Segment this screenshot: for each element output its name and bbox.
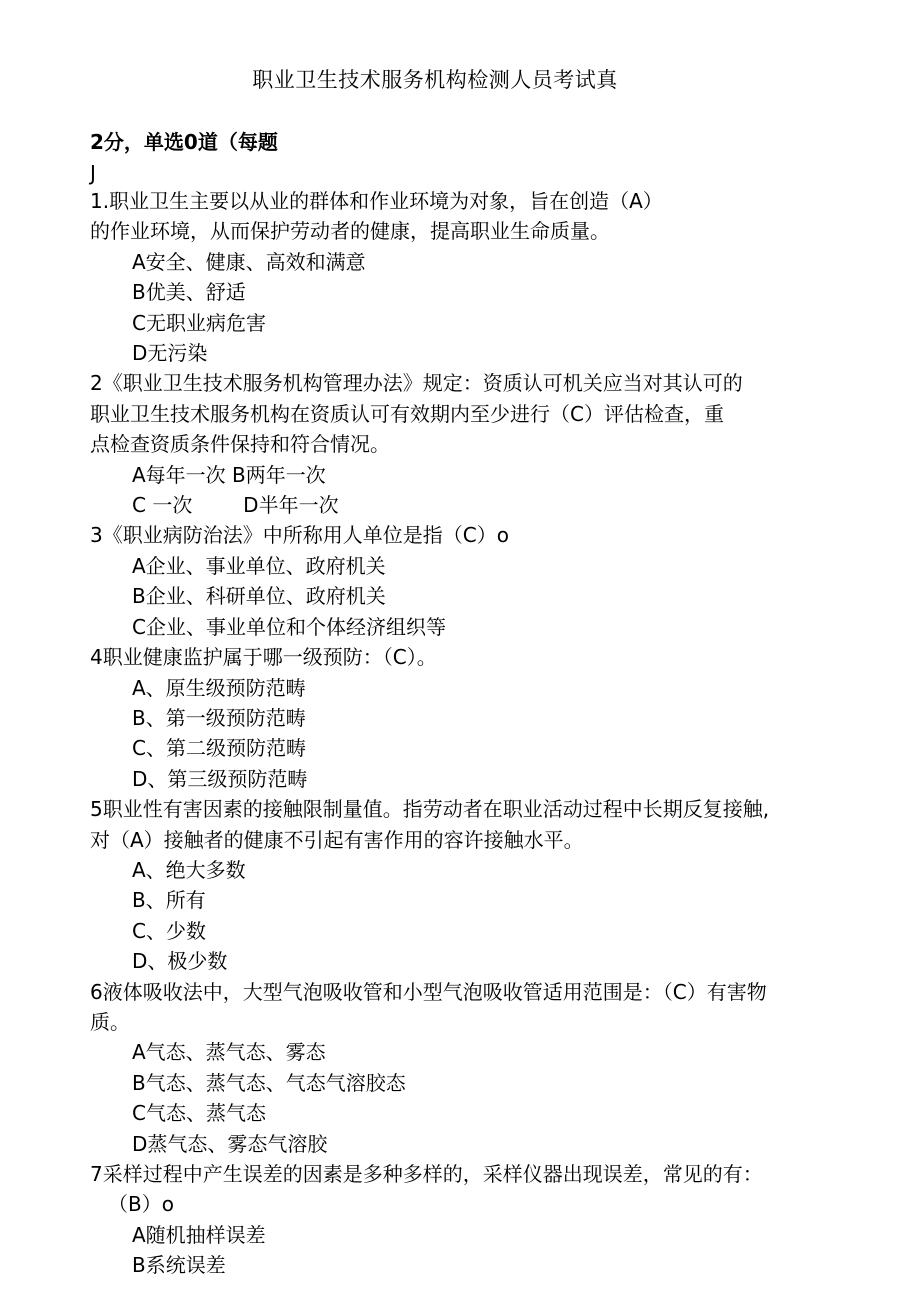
question-list [90,160,890,1281]
question-7 [90,1159,890,1281]
answer-option: A每年一次 B两年一次 [132,462,326,487]
answer-option: B企业、科研单位、政府机关 [132,584,386,609]
answer-option: A安全、健康、高效和满意 [132,249,366,274]
answer-option: C 一次 D半年一次 [132,493,339,518]
question-text: 职业卫生技术服务机构在资质认可有效期内至少进行（C）评估检查，重 [90,401,724,426]
answer-option: D、第三级预防范畴 [132,766,308,791]
question-text: 3《职业病防治法》中所称用人单位是指（C）o [90,523,509,548]
answer-option: B、所有 [132,888,206,913]
question-4 [90,642,890,794]
answer-option: B优美、舒适 [132,280,246,305]
stray-mark: J [90,161,96,185]
answer-option: C、少数 [132,918,206,943]
section-header: 2分，单选0道（每题 [90,130,278,154]
question-text: （B）o [108,1192,174,1217]
answer-option: B气态、蒸气态、气态气溶胶态 [132,1070,406,1095]
question-text: 6液体吸收法中，大型气泡吸收管和小型气泡吸收管适用范围是：（C）有害物 [90,979,767,1004]
question-5 [90,794,890,976]
answer-option: A、绝大多数 [132,857,246,882]
answer-option: D蒸气态、雾态气溶胶 [132,1131,328,1156]
answer-option: C企业、事业单位和个体经济组织等 [132,614,446,639]
question-6 [90,977,890,1159]
answer-option: B、第一级预防范畴 [132,705,306,730]
answer-option: B系统误差 [132,1253,226,1278]
question-text: 4职业健康监护属于哪一级预防：（C）。 [90,645,437,670]
question-text: 的作业环境，从而保护劳动者的健康，提高职业生命质量。 [90,219,610,244]
question-text: 质。 [90,1009,130,1034]
answer-option: D、极少数 [132,949,228,974]
answer-option: A、原生级预防范畴 [132,675,306,700]
question-text: 5职业性有害因素的接触限制量值。指劳动者在职业活动过程中长期反复接触, [90,797,770,822]
question-text: 对（A）接触者的健康不引起有害作用的容许接触水平。 [90,827,584,852]
answer-option: C无职业病危害 [132,310,266,335]
answer-option: D无污染 [132,341,208,366]
question-text: 7采样过程中产生误差的因素是多种多样的，采样仪器出现误差，常见的有： [90,1162,763,1186]
question-text: 2《职业卫生技术服务机构管理办法》规定：资质认可机关应当对其认可的 [90,371,743,396]
question-3 [90,520,890,642]
answer-option: C气态、蒸气态 [132,1101,266,1126]
question-1 [90,186,890,368]
document-title: 职业卫生技术服务机构检测人员考试真 [252,68,618,92]
answer-option: A气态、蒸气态、雾态 [132,1040,326,1065]
question-text: 1.职业卫生主要以从业的群体和作业环境为对象，旨在创造（A） [90,189,663,213]
question-2 [90,368,890,520]
question-text: 点检查资质条件保持和符合情况。 [90,432,390,457]
answer-option: A随机抽样误差 [132,1222,266,1247]
answer-option: A企业、事业单位、政府机关 [132,553,386,578]
answer-option: C、第二级预防范畴 [132,736,306,761]
